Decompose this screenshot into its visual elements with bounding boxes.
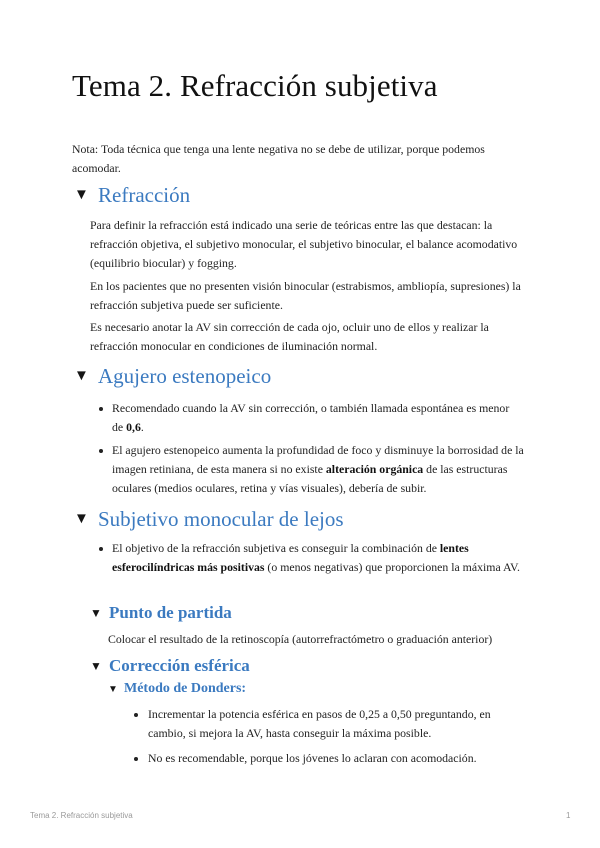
bullet-icon — [99, 449, 103, 453]
subjetivo-bullet-1: El objetivo de la refracción subjetiva es conseguir la combinación de lentes esferocilíndricas más positivas (o menos negativas) que proporcionen la máxima AV. — [112, 541, 520, 574]
section-correccion-heading[interactable] — [90, 656, 250, 676]
section-donders-title: Método de Donders: — [124, 681, 247, 696]
footer-title: Tema 2. Refracción subjetiva — [30, 811, 133, 820]
section-donders-heading[interactable] — [108, 681, 246, 697]
section-refraccion-title: Refracción — [98, 183, 191, 207]
refraccion-paragraph-1: Para definir la refracción está indicado una serie de teóricas entre las que destacan: la refracción objetiva, el subjetivo monocular, el subjetivo binocular, el balance acomodativo (equilibrio biocular) y fogging. — [90, 218, 518, 270]
collapse-triangle-icon[interactable]: ▼ — [90, 658, 102, 673]
section-agujero-title: Agujero estenopeico — [98, 364, 272, 388]
bullet-icon — [134, 713, 138, 717]
page-title: Tema 2. Refracción subjetiva — [72, 68, 438, 103]
collapse-triangle-icon[interactable]: ▼ — [74, 368, 89, 384]
section-agujero-heading[interactable] — [74, 364, 271, 389]
section-subjetivo-heading[interactable] — [74, 507, 344, 532]
section-correccion-title: Corrección esférica — [109, 656, 250, 675]
bullet-icon — [99, 407, 103, 411]
refraccion-paragraph-2: En los pacientes que no presenten visión binocular (estrabismos, ambliopía, supresiones) la refracción subjetiva puede ser suficiente. — [90, 279, 521, 312]
collapse-triangle-icon[interactable]: ▼ — [108, 683, 118, 695]
agujero-bullet-1: Recomendado cuando la AV sin corrección, o también llamada espontánea es menor de 0,6. — [112, 401, 510, 434]
donders-bullet-1: Incrementar la potencia esférica en pasos de 0,25 a 0,50 preguntando, en cambio, si mejora la AV, hasta conseguir la máxima posible. — [148, 707, 491, 740]
section-punto-heading[interactable] — [90, 603, 232, 623]
collapse-triangle-icon[interactable]: ▼ — [90, 605, 102, 620]
section-subjetivo-title: Subjetivo monocular de lejos — [98, 507, 344, 531]
refraccion-paragraph-3: Es necesario anotar la AV sin corrección de cada ojo, ocluir uno de ellos y realizar la refracción monocular en condiciones de iluminación normal. — [90, 320, 489, 353]
note-paragraph: Nota: Toda técnica que tenga una lente negativa no se debe de utilizar, porque podemos acomodar. — [72, 142, 485, 175]
collapse-triangle-icon[interactable]: ▼ — [74, 511, 89, 527]
section-punto-title: Punto de partida — [109, 603, 232, 622]
section-refraccion-heading[interactable] — [74, 183, 190, 208]
collapse-triangle-icon[interactable]: ▼ — [74, 187, 89, 203]
punto-paragraph: Colocar el resultado de la retinoscopía (autorrefractómetro o graduación anterior) — [108, 632, 493, 646]
donders-bullet-2: No es recomendable, porque los jóvenes lo aclaran con acomodación. — [148, 751, 477, 765]
agujero-bullet-2: El agujero estenopeico aumenta la profundidad de foco y disminuye la borrosidad de la imagen retiniana, de esta manera si no existe alteración orgánica de las estructuras oculares (medios oculares, retina y vías visuales), debería de subir. — [112, 443, 524, 495]
bullet-icon — [99, 547, 103, 551]
bullet-icon — [134, 757, 138, 761]
footer-page-number: 1 — [566, 811, 571, 820]
